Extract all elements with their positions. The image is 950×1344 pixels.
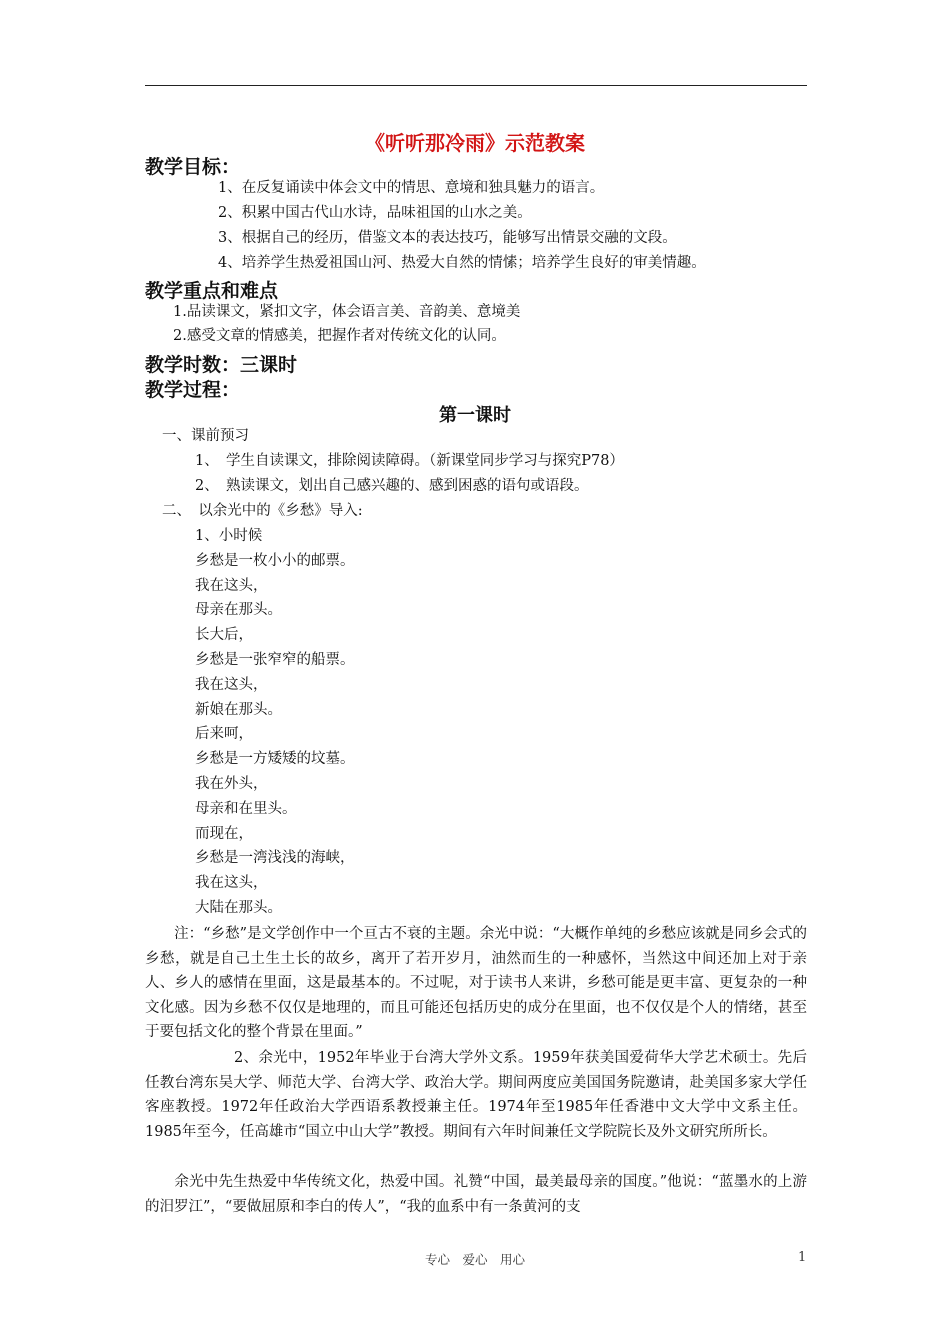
- page-number: 1: [798, 1250, 807, 1265]
- lesson-1-heading: 第一课时: [439, 405, 511, 426]
- love-paragraph: 余光中先生热爱中华传统文化，热爱中国。礼赞“中国，最美最母亲的国度。”他说：“蓝墨水的上游的汨罗江”，“要做屈原和李白的传人”，“我的血系中有一条黄河的支: [145, 1174, 807, 1215]
- heading-teaching-goals: 教学目标：: [145, 156, 241, 178]
- poem-line: 我在这头，: [195, 578, 268, 594]
- poem-line: 我在外头，: [195, 776, 268, 792]
- goal-item-1: 1、在反复诵读中体会文中的情思、意境和独具魅力的语言。: [218, 180, 605, 196]
- section-2-title: 二、 以余光中的《乡愁》导入:: [162, 503, 363, 519]
- goal-item-2: 2、积累中国古代山水诗，品味祖国的山水之美。: [218, 205, 532, 221]
- poem-line: 母亲和在里头。: [195, 801, 297, 817]
- heading-teaching-hours: 教学时数：三课时: [145, 354, 298, 376]
- poem-line: 而现在，: [195, 826, 253, 842]
- goal-item-3: 3、根据自己的经历，借鉴文本的表达技巧，能够写出情景交融的文段。: [218, 230, 677, 246]
- bio-paragraph: 2、余光中，1952年毕业于台湾大学外文系。1959年获美国爱荷华大学艺术硕士。先后任教台湾东吴大学、师范大学、台湾大学、政治大学。期间两度应美国国务院邀请，赴美国多家大学任客座教授。1972年任政治大学西语系教授兼主任。1974年至1985年任香港中文大学中文系主任。1985年至今，任高雄市“国立中山大学”教授。期间有六年时间兼任文学院院长及外文研究所所长。: [145, 1050, 807, 1140]
- heading-key-points: 教学重点和难点: [145, 280, 279, 302]
- poem-line: 大陆在那头。: [195, 900, 282, 916]
- poem-line: 后来呵，: [195, 726, 253, 742]
- poem-line: 新娘在那头。: [195, 702, 282, 718]
- poem-line: 乡愁是一枚小小的邮票。: [195, 553, 355, 569]
- poem-line: 我在这头，: [195, 677, 268, 693]
- poem-line: 乡愁是一方矮矮的坟墓。: [195, 751, 355, 767]
- poem-line: 母亲在那头。: [195, 602, 282, 618]
- poem-line: 1、小时候: [195, 528, 263, 544]
- section-1-title: 一、课前预习: [162, 428, 249, 444]
- key-item-1: 1.品读课文，紧扣文字，体会语言美、音韵美、意境美: [173, 304, 521, 320]
- key-item-2: 2.感受文章的情感美，把握作者对传统文化的认同。: [173, 328, 506, 344]
- header-rule: [145, 85, 807, 86]
- poem-line: 乡愁是一湾浅浅的海峡，: [195, 850, 355, 866]
- section-1-item-2: 2、 熟读课文，划出自己感兴趣的、感到困惑的语句或语段。: [195, 478, 589, 494]
- poem-line: 长大后，: [195, 627, 253, 643]
- heading-teaching-process: 教学过程：: [145, 379, 241, 401]
- note-paragraph: 注：“乡愁”是文学创作中一个亘古不衰的主题。余光中说：“大概作单纯的乡愁应该就是同乡会式的乡愁，就是自己土生土长的故乡，离开了若开岁月，油然而生的一种感怀，当然这中间还加上对于亲人、乡人的感情在里面，这是最基本的。不过呢，对于读书人来讲，乡愁可能是更丰富、更复杂的一种文化感。因为乡愁不仅仅是地理的，而且可能还包括历史的成分在里面，也不仅仅是个人的情绪，甚至于要包括文化的整个背景在里面。”: [145, 926, 807, 1040]
- footer-text: 专心 爱心 用心: [424, 1252, 525, 1267]
- goal-item-4: 4、培养学生热爱祖国山河、热爱大自然的情愫；培养学生良好的审美情趣。: [218, 255, 706, 271]
- section-1-item-1: 1、 学生自读课文，排除阅读障碍。（新课堂同步学习与探究P78）: [195, 453, 624, 469]
- document-title: 《听听那冷雨》示范教案: [365, 131, 585, 155]
- poem-line: 乡愁是一张窄窄的船票。: [195, 652, 355, 668]
- poem-line: 我在这头，: [195, 875, 268, 891]
